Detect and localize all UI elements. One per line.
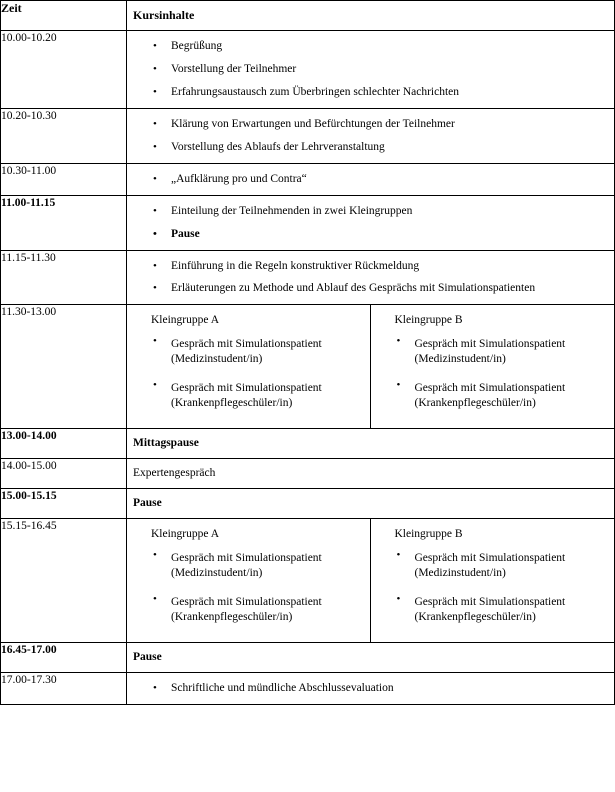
bullet-list <box>371 542 615 642</box>
table-row <box>1 31 615 109</box>
row-time: 11.00-11.15 <box>1 195 127 250</box>
list-item <box>415 330 609 374</box>
list-item <box>171 330 364 374</box>
row-content <box>127 31 615 109</box>
list-item <box>415 544 609 588</box>
row-time: 10.20-10.30 <box>1 108 127 163</box>
bullet-list <box>127 31 614 108</box>
group-column-b <box>371 305 615 428</box>
list-item-line: (Medizinstudent/in) <box>414 353 506 366</box>
bullet-list <box>127 673 614 704</box>
row-time: 15.15-16.45 <box>1 518 127 642</box>
list-item-line: • Gespräch mit Simulationspatient <box>171 595 322 608</box>
group-title: Kleingruppe B <box>394 314 463 327</box>
list-item-line: • Gespräch mit Simulationspatient <box>171 338 322 351</box>
row-time: 11.30-13.00 <box>1 305 127 429</box>
table-row <box>1 195 615 250</box>
list-item-line: • Gespräch mit Simulationspatient <box>414 551 566 564</box>
table-row <box>1 163 615 195</box>
list-item <box>171 374 364 418</box>
list-item: • Schriftliche und mündliche Abschlussevaluation <box>171 677 608 700</box>
row-time: 17.00-17.30 <box>1 672 127 704</box>
list-item <box>415 374 609 418</box>
group-column-a <box>127 519 371 642</box>
table-row <box>1 108 615 163</box>
list-item <box>171 588 364 632</box>
row-time: 13.00-14.00 <box>1 429 127 459</box>
row-time: 10.30-11.00 <box>1 163 127 195</box>
table-row <box>1 642 615 672</box>
row-time: 10.00-10.20 <box>1 31 127 109</box>
table-row <box>1 429 615 459</box>
list-item: • Klärung von Erwartungen und Befürchtungen der Teilnehmer <box>171 113 608 136</box>
table-row <box>1 672 615 704</box>
table-row <box>1 459 615 489</box>
list-item-lines <box>171 595 364 625</box>
list-item-lines <box>171 381 364 411</box>
column-header-content <box>127 1 615 31</box>
column-header-time: Zeit <box>1 1 127 31</box>
group-title: Kleingruppe B <box>394 527 463 540</box>
group-title: Kleingruppe A <box>151 314 220 327</box>
bullet-list <box>371 328 615 428</box>
list-item: • Vorstellung des Ablaufs der Lehrveranstaltung <box>171 136 608 159</box>
list-item: • Begrüßung <box>171 35 608 58</box>
list-item-lines <box>415 595 609 625</box>
list-item: • „Aufklärung pro und Contra“ <box>171 168 608 191</box>
row-text: Mittagspause <box>133 437 199 450</box>
row-content <box>127 250 615 305</box>
row-text: Expertengespräch <box>133 467 216 480</box>
bullet-list <box>127 328 370 428</box>
table-row <box>1 489 615 519</box>
row-time: 15.00-15.15 <box>1 489 127 519</box>
list-item-line: (Krankenpflegeschüler/in) <box>171 610 293 623</box>
list-item <box>171 544 364 588</box>
row-content-split <box>127 518 615 642</box>
list-item-line: • Gespräch mit Simulationspatient <box>414 338 566 351</box>
list-item-line: (Krankenpflegeschüler/in) <box>414 397 536 410</box>
row-content <box>127 163 615 195</box>
group-split <box>127 305 614 428</box>
list-item: • Vorstellung der Teilnehmer <box>171 58 608 81</box>
bullet-list <box>127 109 614 163</box>
table-row <box>1 305 615 429</box>
list-item-lines <box>415 381 609 411</box>
list-item-line: (Medizinstudent/in) <box>171 566 263 579</box>
row-content <box>127 195 615 250</box>
row-content-split <box>127 305 615 429</box>
list-item-lines <box>415 337 609 367</box>
list-item-lines <box>415 551 609 581</box>
bullet-list <box>127 251 614 305</box>
row-text: Pause <box>133 497 162 509</box>
list-item: • Einführung in die Regeln konstruktiver Rückmeldung <box>171 255 608 278</box>
row-text: Pause <box>133 650 162 663</box>
table-row <box>1 250 615 305</box>
row-time: 11.15-11.30 <box>1 250 127 305</box>
bullet-list <box>127 542 370 642</box>
group-title: Kleingruppe A <box>151 527 220 540</box>
row-content <box>127 429 615 459</box>
row-content <box>127 672 615 704</box>
list-item-line: • Gespräch mit Simulationspatient <box>414 382 566 395</box>
table-header-row <box>1 1 615 31</box>
row-content <box>127 459 615 489</box>
bullet-list <box>127 164 614 195</box>
table-row <box>1 518 615 642</box>
list-item-line: (Medizinstudent/in) <box>414 566 506 579</box>
list-item-line: • Gespräch mit Simulationspatient <box>171 382 322 395</box>
list-item-line: • Gespräch mit Simulationspatient <box>414 595 566 608</box>
group-split <box>127 519 614 642</box>
row-content <box>127 489 615 519</box>
list-item-line: • Gespräch mit Simulationspatient <box>171 551 322 564</box>
group-column-a <box>127 305 371 428</box>
row-time: 16.45-17.00 <box>1 642 127 672</box>
list-item: • Erfahrungsaustausch zum Überbringen schlechter Nachrichten <box>171 81 608 104</box>
row-time: 14.00-15.00 <box>1 459 127 489</box>
list-item: • Erläuterungen zu Methode und Ablauf des Gesprächs mit Simulationspatienten <box>171 277 608 300</box>
group-column-b <box>371 519 615 642</box>
row-content <box>127 642 615 672</box>
list-item <box>415 588 609 632</box>
list-item: • Einteilung der Teilnehmenden in zwei Kleingruppen <box>171 200 608 223</box>
list-item-line: (Medizinstudent/in) <box>171 353 263 366</box>
list-item-line: (Krankenpflegeschüler/in) <box>171 397 293 410</box>
column-header-content-label: Kursinhalte <box>133 8 195 22</box>
row-content <box>127 108 615 163</box>
list-item-line: (Krankenpflegeschüler/in) <box>414 610 536 623</box>
list-item-lines <box>171 337 364 367</box>
bullet-list <box>127 196 614 250</box>
list-item-lines <box>171 551 364 581</box>
list-item: • Pause <box>171 223 608 246</box>
